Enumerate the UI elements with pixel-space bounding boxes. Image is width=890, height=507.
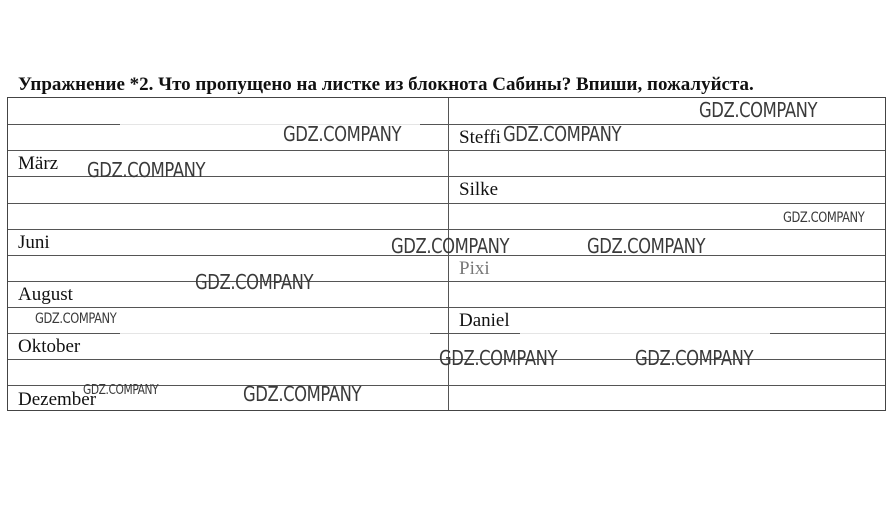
row-divider: [8, 203, 885, 204]
erasure-mark: [110, 205, 440, 225]
row-divider: [8, 229, 885, 230]
exercise-title: Упражнение *2. Что пропущено на листке из блокнота Сабины? Впиши, пожалуйста.: [18, 74, 754, 95]
erasure-mark: [120, 320, 430, 340]
watermark: GDZ.COMPANY: [391, 234, 510, 258]
watermark: GDZ.COMPANY: [783, 210, 865, 226]
watermark: GDZ.COMPANY: [699, 98, 818, 122]
watermark: GDZ.COMPANY: [243, 382, 362, 406]
watermark: GDZ.COMPANY: [195, 270, 314, 294]
cell-daniel: Daniel: [459, 310, 510, 331]
cell-dezember: Dezember: [18, 389, 97, 410]
watermark: GDZ.COMPANY: [87, 158, 206, 182]
watermark: GDZ.COMPANY: [439, 346, 558, 370]
cell-pixi: Pixi: [459, 258, 490, 279]
cell-maerz: März: [18, 153, 59, 174]
row-divider: [8, 307, 885, 308]
watermark: GDZ.COMPANY: [83, 383, 159, 398]
erasure-mark: [520, 320, 770, 340]
watermark: GDZ.COMPANY: [283, 122, 402, 146]
watermark: GDZ.COMPANY: [587, 234, 706, 258]
row-divider: [8, 281, 885, 282]
cell-oktober: Oktober: [18, 336, 81, 357]
watermark: GDZ.COMPANY: [503, 122, 622, 146]
erasure-mark: [470, 205, 790, 225]
cell-silke: Silke: [459, 179, 499, 200]
cell-august: August: [18, 284, 73, 305]
cell-steffi: Steffi: [459, 127, 501, 148]
watermark: GDZ.COMPANY: [35, 311, 117, 327]
cell-juni: Juni: [18, 232, 50, 253]
watermark: GDZ.COMPANY: [635, 346, 754, 370]
row-divider: [8, 150, 885, 151]
